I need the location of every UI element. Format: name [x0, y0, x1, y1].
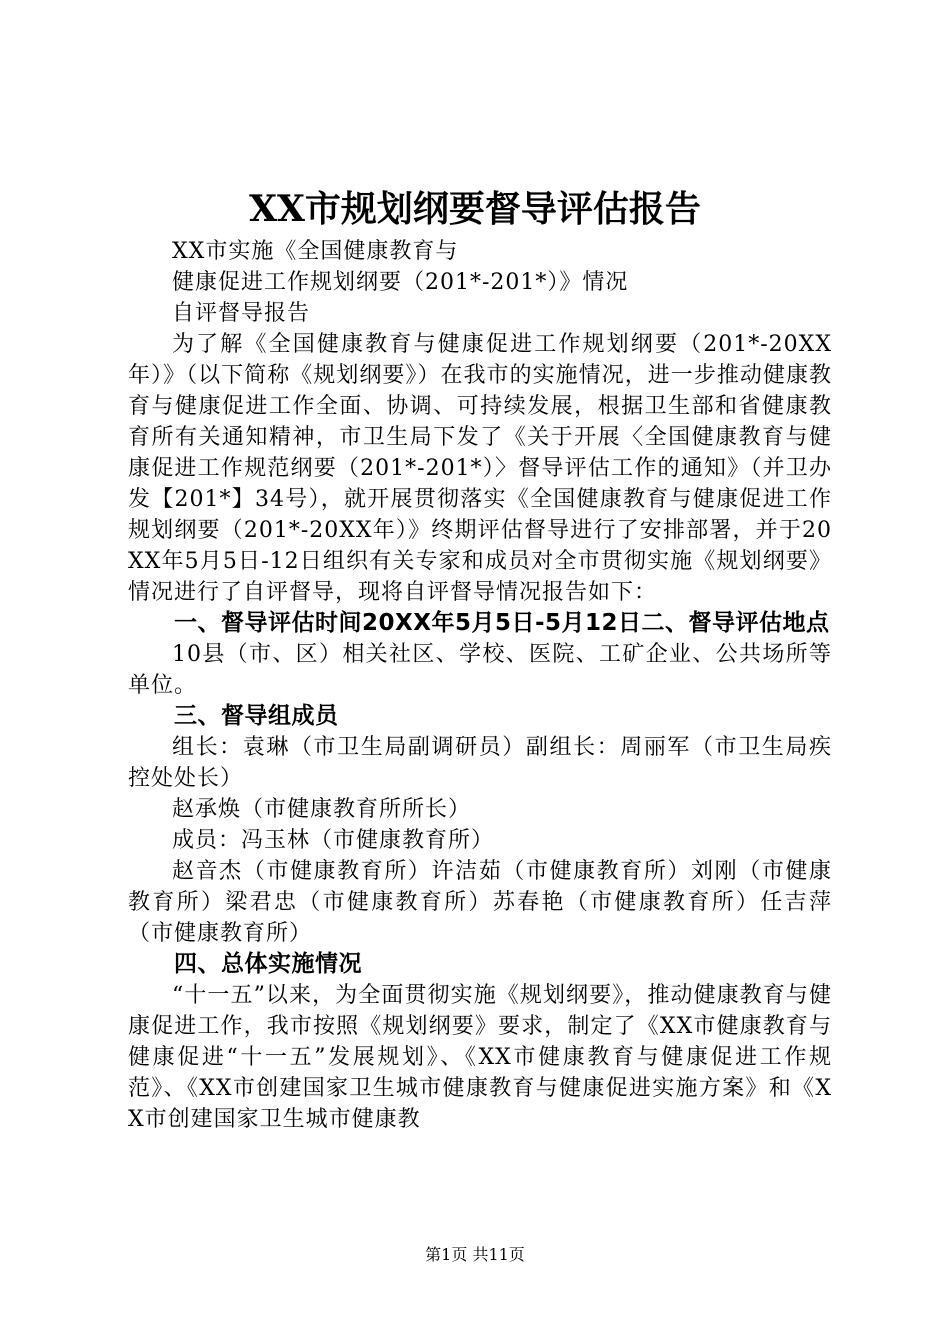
- document-body: [128, 236, 832, 1135]
- implementation-paragraph: “十一五”以来，为全面贯彻实施《规划纲要》，推动健康教育与健康促进工作，我市按照《规划纲要》要求，制定了《XX市健康教育与健康促进“十一五”发展规划》、《XX市健康教育与健康促进工作规范》、《XX市创建国家卫生城市健康教育与健康促进实施方案》和《XX市创建国家卫生城市健康教: [128, 983, 832, 1132]
- subtitle-line-1: XX市实施《全国健康教育与: [172, 239, 459, 264]
- subtitle-line-3: 自评督导报告: [172, 301, 311, 326]
- section-heading-1-2: 一、督导评估时间20XX年5月5日-5月12日二、督导评估地点: [174, 610, 830, 636]
- document-title: XX市规划纲要督导评估报告: [249, 188, 701, 230]
- members-label-paragraph: 成员：冯玉林（市健康教育所）: [172, 828, 495, 853]
- subtitle-line-2: 健康促进工作规划纲要（201*-201*）》情况: [172, 270, 629, 295]
- intro-paragraph: 为了解《全国健康教育与健康促进工作规划纲要（201*-20XX年）》（以下简称《规划纲要》）在我市的实施情况，进一步推动健康教育与健康促进工作全面、协调、可持续发展，根据卫生部和省健康教育所有关通知精神，市卫生局下发了《关于开展〈全国健康教育与健康促进工作规范纲要（201*-201*）〉督导评估工作的通知》（并卫办发【201*】34号），就开展贯彻落实《全国健康教育与健康促进工作规划纲要（201*-20XX年）》终期评估督导进行了安排部署，并于20XX年5月5日-12日组织有关专家和成员对全市贯彻实施《规划纲要》情况进行了自评督导，现将自评督导情况报告如下：: [128, 332, 832, 605]
- section-heading-3: 三、督导组成员: [174, 703, 339, 729]
- location-paragraph: 10县（市、区）相关社区、学校、医院、工矿企业、公共场所等单位。: [128, 642, 832, 698]
- members-paragraph: 赵音杰（市健康教育所）许洁茹（市健康教育所）刘刚（市健康教育所）梁君忠（市健康教育所）苏春艳（市健康教育所）任吉萍（市健康教育所）: [128, 859, 832, 946]
- page-footer: 第1页 共11页: [425, 1245, 525, 1264]
- section-heading-4: 四、总体实施情况: [174, 951, 362, 977]
- deputy-paragraph: 赵承焕（市健康教育所所长）: [172, 797, 472, 822]
- leader-paragraph: 组长：袁琳（市卫生局副调研员）副组长：周丽军（市卫生局疾控处处长）: [128, 735, 832, 791]
